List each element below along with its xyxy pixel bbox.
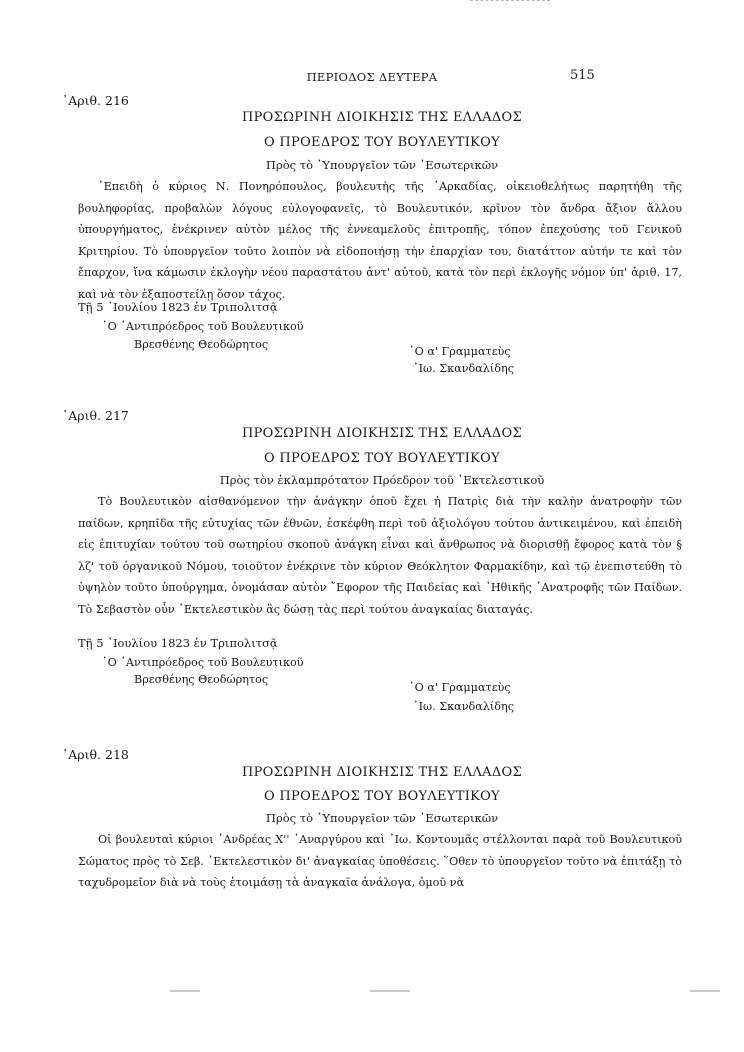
- running-header: ΠΕΡΙΟΔΟΣ ΔΕΥΤΕΡΑ: [306, 70, 438, 84]
- document-body: Οἱ βουλευταὶ κύριοι ᾿Ανδρέας Χ'' ᾿Αναργύρου καὶ ᾿Ιω. Κοντουμᾶς στέλλονται παρὰ τοῦ Βουλευτικοῦ Σώματος πρὸς τὸ Σεβ. ᾿Εκτελεστικὸν δι' ἀναγκαίας ὑποθέσεις. ῞Οθεν τὸ ὑπουργεῖον τοῦτο νὰ ἐπιτάξῃ τὸ ταχυδρομεῖον διὰ νὰ τοὺς ἑτοιμάσῃ τὰ ἀναγκαῖα ἀνάλογα, ὁμοῦ νὰ: [78, 833, 682, 889]
- secretary-name: ᾿Ιω. Σκανδαλίδης: [413, 362, 514, 375]
- addressee: Πρὸς τὸ ῾Υπουργεῖον τῶν ᾿Εσωτερικῶν: [265, 811, 499, 825]
- heading-government: ΠΡΟΣΩΡΙΝΗ ΔΙΟΙΚΗΣΙΣ ΤΗΣ ΕΛΛΑΔΟΣ: [242, 110, 522, 125]
- heading-government: ΠΡΟΣΩΡΙΝΗ ΔΙΟΙΚΗΣΙΣ ΤΗΣ ΕΛΛΑΔΟΣ: [242, 765, 522, 780]
- scan-artifact-bottom: [170, 990, 730, 992]
- heading-president: Ο ΠΡΟΕΔΡΟΣ ΤΟΥ ΒΟΥΛΕΥΤΙΚΟΥ: [264, 789, 500, 804]
- scan-artifact-top: [470, 0, 550, 5]
- document-body: Τὸ Βουλευτικὸν αἰσθανόμενον τὴν ἀνάγκην ὁποῦ ἔχει ἡ Πατρὶς διὰ τὴν καλὴν ἀνατροφὴν τῶν παίδων, κρηπῖδα τῆς εὐτυχίας τῶν ἐθνῶν, ἐσκέφθη περὶ τοῦ ἀξιολόγου τούτου ἀντικειμένου, καὶ ἐπειδὴ εἰς ἐπιτυχίαν τούτου τοῦ σωτηρίου σκοποῦ ἀνάγκη εἶναι καὶ ἄνθρωπος νὰ διορισθῇ ἔφορος κατὰ τὸν § λζ' τοῦ ὀργανικοῦ Νόμου, τοιοῦτον ἐνέκρινε τὸν κύριον Θεόκλητον Φαρμακίδην, καὶ τῷ ἐνεπιστεύθη τὸ ὑψηλὸν τοῦτο ὑπούργημα, ὀνομάσαν αὐτὸν ῎Εφορον τῆς Παιδείας καὶ ᾿Ηθικῆς ᾿Ανατροφῆς τῶν Παίδων. Τὸ Σεβαστὸν οὖν ᾿Εκτελεστικὸν ἂς δώσῃ τὰς περὶ τούτου ἀναγκαίας διαταγάς.: [78, 495, 682, 616]
- addressee: Πρὸς τὸ ῾Υπουργεῖον τῶν ᾿Εσωτερικῶν: [265, 158, 499, 172]
- heading-president: Ο ΠΡΟΕΔΡΟΣ ΤΟΥ ΒΟΥΛΕΥΤΙΚΟΥ: [264, 451, 500, 466]
- secretary-title: ῾Ο α' Γραμματεὺς: [409, 681, 511, 694]
- addressee: Πρὸς τὸν ἐκλαμπρότατον Πρόεδρον τοῦ ᾿Εκτελεστικοῦ: [219, 473, 545, 487]
- document-date: Τῇ 5 ᾿Ιουλίου 1823 ἐν Τριπολιτσᾷ: [78, 300, 278, 314]
- heading-president: Ο ΠΡΟΕΔΡΟΣ ΤΟΥ ΒΟΥΛΕΥΤΙΚΟΥ: [264, 135, 500, 150]
- page-number: 515: [570, 68, 595, 83]
- vice-president-name: Βρεσθένης Θεοδώρητος: [134, 338, 269, 351]
- document-date: Τῇ 5 ᾿Ιουλίου 1823 ἐν Τριπολιτσᾷ: [78, 636, 278, 650]
- document-body: ᾿Επειδὴ ὁ κύριος Ν. Πονηρόπουλος, βουλευτὴς τῆς ᾿Αρκαδίας, οἰκειοθελήτως παρητήθη τῆς βουληφορίας, προβαλὼν λόγους εὐλογοφανεῖς, τὸ Βουλευτικόν, κρῖνον τὸν ἄνδρα ἄξιον ἄλλου ὑπουργήματος, ἐνέκρινεν αὐτὸν μέλος τῆς ἐννεαμελοῦς ἐπιτροπῆς, τόπον ἐπεχούσης τοῦ Γενικοῦ Κριτηρίου. Τὸ ὑπουργεῖον τοῦτο λοιπὸν νὰ εἰδοποιήσῃ τὴν ἐπαρχίαν του, διατάττον αὐτήν τε καὶ τὸν ἔπαρχον, ἵνα κάμωσιν ἐκλογὴν νέου παραστάτου ἀντ' αὐτοῦ, κατὰ τὸν περὶ ἐκλογῆς νόμον ὑπ' ἀριθ. 17, καὶ νὰ τὸν ἐξαποστείλῃ ὅσον τάχος.: [78, 180, 682, 301]
- document-number: ᾿Αριθ. 218: [62, 747, 129, 762]
- vice-president-name: Βρεσθένης Θεοδώρητος: [134, 673, 269, 686]
- heading-government: ΠΡΟΣΩΡΙΝΗ ΔΙΟΙΚΗΣΙΣ ΤΗΣ ΕΛΛΑΔΟΣ: [242, 426, 522, 441]
- document-number: ᾿Αριθ. 216: [62, 93, 129, 108]
- secretary-title: ῾Ο α' Γραμματεὺς: [409, 345, 511, 358]
- document-number: ᾿Αριθ. 217: [62, 408, 129, 423]
- secretary-name: ᾿Ιω. Σκανδαλίδης: [413, 700, 514, 713]
- vice-president-title: ῾Ο ᾿Αντιπρόεδρος τοῦ Βουλευτικοῦ: [102, 656, 304, 669]
- vice-president-title: ῾Ο ᾿Αντιπρόεδρος τοῦ Βουλευτικοῦ: [102, 320, 304, 333]
